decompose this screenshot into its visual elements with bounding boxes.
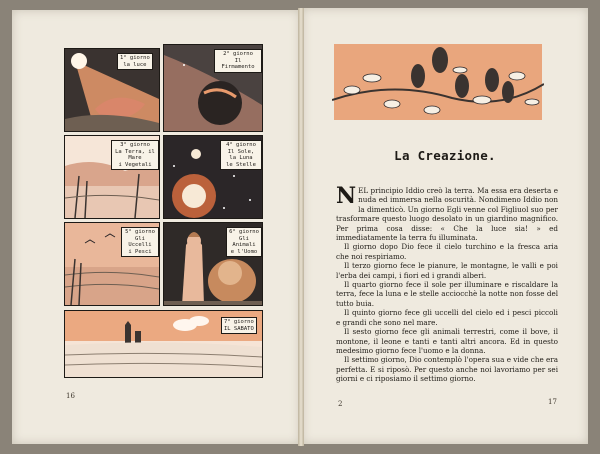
body-text	[336, 183, 558, 384]
panel-day-6	[163, 222, 263, 306]
paragraph-7: Il settimo giorno, Dio contemplò l'opera sua e vide che era perfetta. E si riposò. Per questo anche noi lavoriamo per sei giorni e ci riposiamo il settimo giorno.	[336, 355, 558, 384]
paragraph-6: Il sesto giorno fece gli animali terrestri, come il bove, il montone, il leone e tanti e tanti altri ancora. Ed in questo medesimo giorno fece l'uomo e la donna.	[336, 327, 558, 355]
panel-day-7	[64, 310, 263, 378]
paragraph-4: Il quarto giorno fece il sole per illuminare e riscaldare la terra, fece la luna e le stelle acciocchè la notte non fosse del tutto buia.	[336, 280, 558, 308]
panel-day-5	[64, 222, 160, 306]
caption-day-6: 6° giorno Gli Animali e l'Uomo	[226, 227, 262, 257]
chapter-title: La Creazione.	[394, 148, 496, 163]
panel-day-3	[64, 135, 160, 219]
page-number-right: 17	[548, 398, 557, 406]
panel-day-2	[163, 44, 263, 132]
caption-day-7: 7° giorno IL SABATO	[221, 317, 257, 334]
caption-day-4: 4° giorno Il Sole, la Luna le Stelle	[220, 140, 262, 170]
caption-day-1: 1° giorno la luce	[117, 53, 153, 70]
birds-headpiece-illustration	[332, 40, 544, 128]
caption-day-5: 5° giorno Gli Uccelli i Pesci	[121, 227, 159, 257]
drop-cap: N	[336, 183, 357, 209]
page-number-left: 16	[66, 392, 75, 400]
paragraph-1: NEL principio Iddio creò la terra. Ma essa era deserta e nuda ed immersa nella oscurità. Nondimeno Iddio non la dimenticò. Un giorno Egli venne col Figliuol suo per trasformare questo luogo desolato in un giardino magnifico. Per prima cosa disse: « Che la luce sia! » ed immediatamente la terra fu illuminata.	[336, 183, 558, 243]
signature-mark: 2	[338, 400, 343, 408]
paragraph-5: Il quinto giorno fece gli uccelli del cielo ed i pesci piccoli e grandi che sono nel mare.	[336, 308, 558, 327]
paragraph-2: Il giorno dopo Dio fece il cielo turchino e la fresca aria che noi respiriamo.	[336, 242, 558, 261]
panel-day-4	[163, 135, 263, 219]
book-spine	[298, 8, 304, 446]
caption-day-2: 2° giorno Il Firmamento	[214, 49, 262, 73]
paragraph-3: Il terzo giorno fece le pianure, le montagne, le valli e poi l'erba dei campi, i fiori ed i grandi alberi.	[336, 261, 558, 280]
panel-day-1	[64, 48, 160, 132]
caption-day-3: 3° giorno La Terra, il Mare i Vegetali	[111, 140, 159, 170]
